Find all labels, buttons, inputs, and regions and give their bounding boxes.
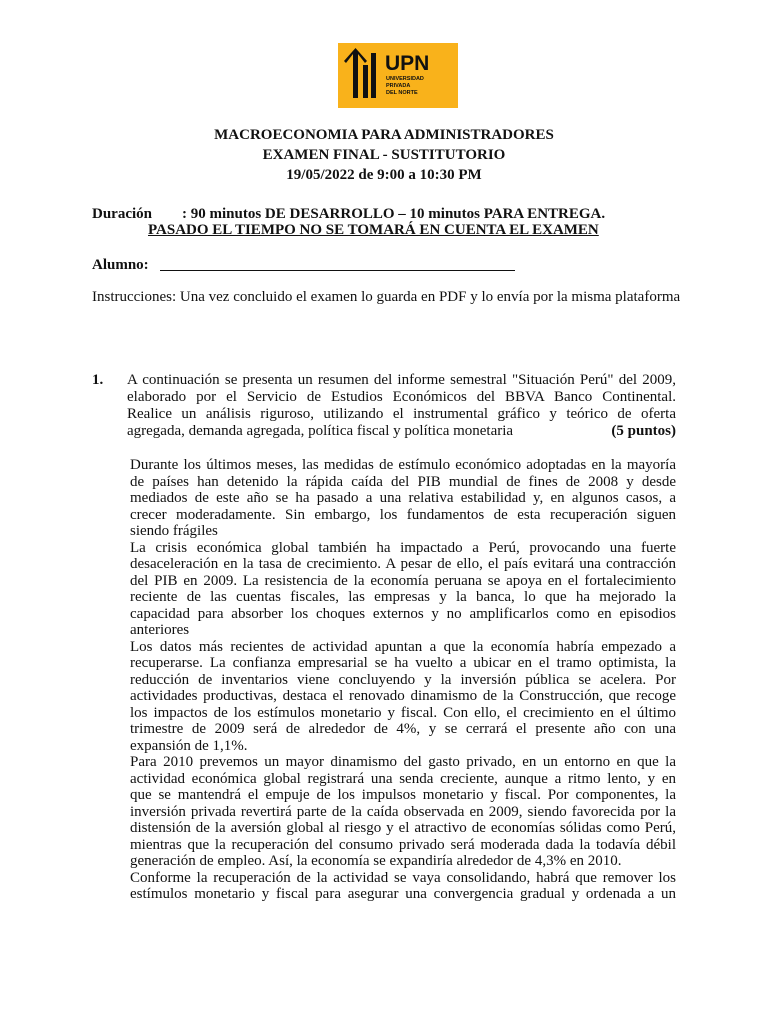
passage-line: siendo frágiles — [130, 523, 218, 539]
logo-sub-line: PRIVADA — [386, 83, 411, 89]
question-line: agregada, demanda agregada, política fiscal y política monetaria — [127, 423, 514, 439]
student-name-field[interactable] — [160, 270, 515, 271]
passage-line: Los datos más recientes de actividad apuntan a que la economía habría empezado a — [130, 638, 676, 655]
instructions: Instrucciones: Una vez concluido el examen lo guarda en PDF y lo envía por la misma plataforma — [92, 289, 681, 305]
passage-line: distensión de la aversión global al riesgo y el atractivo de economías sólidas como Perú, — [130, 820, 676, 836]
exam-datetime: 19/05/2022 de 9:00 a 10:30 PM — [286, 167, 482, 183]
passage-line: reducción de inventarios viene concluyendo y la inversión pública se acelera. Por — [130, 671, 676, 688]
passage-line: recuperarse. La confianza empresarial se ha vuelto a ubicar en el tramo optimista, la — [130, 655, 676, 671]
logo-name: UPN — [385, 52, 430, 75]
passage-line: actividad económica global registrará una senda creciente, aunque a ritmo lento, y en — [130, 770, 676, 787]
time-warning: PASADO EL TIEMPO NO SE TOMARÁ EN CUENTA EL EXAMEN — [148, 222, 599, 238]
passage-line: trimestre de 2009 será de alrededor de 4%, y se cerrará el presente año con una — [130, 721, 676, 737]
question-line: Realice un análisis riguroso, utilizando el instrumental gráfico y teórico de oferta — [127, 406, 676, 422]
passage-line: anteriores — [130, 622, 190, 638]
passage-line: reciente de las cuentas fiscales, las empresas y la banca, lo que ha mejorado la — [130, 589, 676, 605]
passage-line: actividades productivas, destaca el renovado dinamismo de la Construcción, que recoge — [130, 688, 676, 704]
passage-line: Conforme la recuperación de la actividad se vaya consolidando, habrá que remover los — [130, 869, 676, 886]
student-label: Alumno: — [92, 257, 149, 273]
course-title: MACROECONOMIA PARA ADMINISTRADORES — [214, 127, 554, 143]
duration-label: Duración — [92, 206, 152, 222]
question-points: (5 puntos) — [611, 423, 676, 439]
passage-line: los impactos de los estímulos monetario y fiscal. Con ello, el crecimiento en el último — [130, 704, 676, 721]
passage-line: La crisis económica global también ha impactado a Perú, provocando una fuerte — [130, 539, 676, 556]
logo-sub-line: UNIVERSIDAD — [386, 76, 424, 82]
passage-line: del PIB en 2009. La resistencia de la economía peruana se apoya en el fortalecimiento — [130, 572, 676, 589]
duration-value: : 90 minutos DE DESARROLLO – 10 minutos PARA ENTREGA. — [182, 206, 606, 222]
exam-title: EXAMEN FINAL - SUSTITUTORIO — [262, 147, 506, 163]
question-number: 1. — [92, 372, 104, 388]
logo-subtitle — [386, 76, 446, 97]
passage-line: que se mantendrá el empuje de los impulsos monetario y fiscal. Por componentes, la — [130, 787, 676, 803]
passage-line: Para 2010 prevemos un mayor dinamismo del gasto privado, en un entorno en que la — [130, 754, 676, 770]
passage-line: crecer moderadamente. Sin embargo, los fundamentos de esta recuperación siguen — [130, 506, 676, 523]
passage-line: estímulos monetario y fiscal para asegurar una convergencia gradual y ordenada a un — [130, 886, 676, 902]
question-statement — [127, 372, 676, 440]
passage-line: mediados de este año se ha pasado a una relativa estabilidad y, en algunos casos, a — [130, 490, 676, 506]
passage-line: capacidad para absorber los choques externos y no amplificarlos como en episodios — [130, 605, 676, 622]
passage-text — [130, 457, 676, 903]
passage-line: generación de empleo. Así, la economía se expandiría alrededor de 4,3% en 2010. — [130, 853, 622, 869]
passage-line: desaceleración en la tasa de crecimiento. A pesar de ello, el país evitará una contracción — [130, 556, 676, 572]
passage-line: mientras que la recuperación del consumo privado será moderada dada la todavía débil — [130, 836, 676, 853]
question-line: A continuación se presenta un resumen del informe semestral "Situación Perú" del 2009, — [127, 372, 676, 388]
passage-line: Durante los últimos meses, las medidas de estímulo económico adoptadas en la mayoría — [130, 457, 676, 473]
passage-line: expansión de 1,1%. — [130, 737, 248, 754]
passage-line: inversión privada revertirá parte de la caída observada en 2009, siendo favorecida por la — [130, 803, 676, 820]
upn-logo — [338, 43, 458, 108]
question-line: elaborado por el Servicio de Estudios Económicos del BBVA Banco Continental. — [127, 389, 676, 405]
passage-line: de países han detenido la rápida caída del PIB mundial de fines de 2008 y desde — [130, 473, 676, 490]
logo-sub-line: DEL NORTE — [386, 90, 418, 96]
question-last-line — [127, 423, 676, 440]
